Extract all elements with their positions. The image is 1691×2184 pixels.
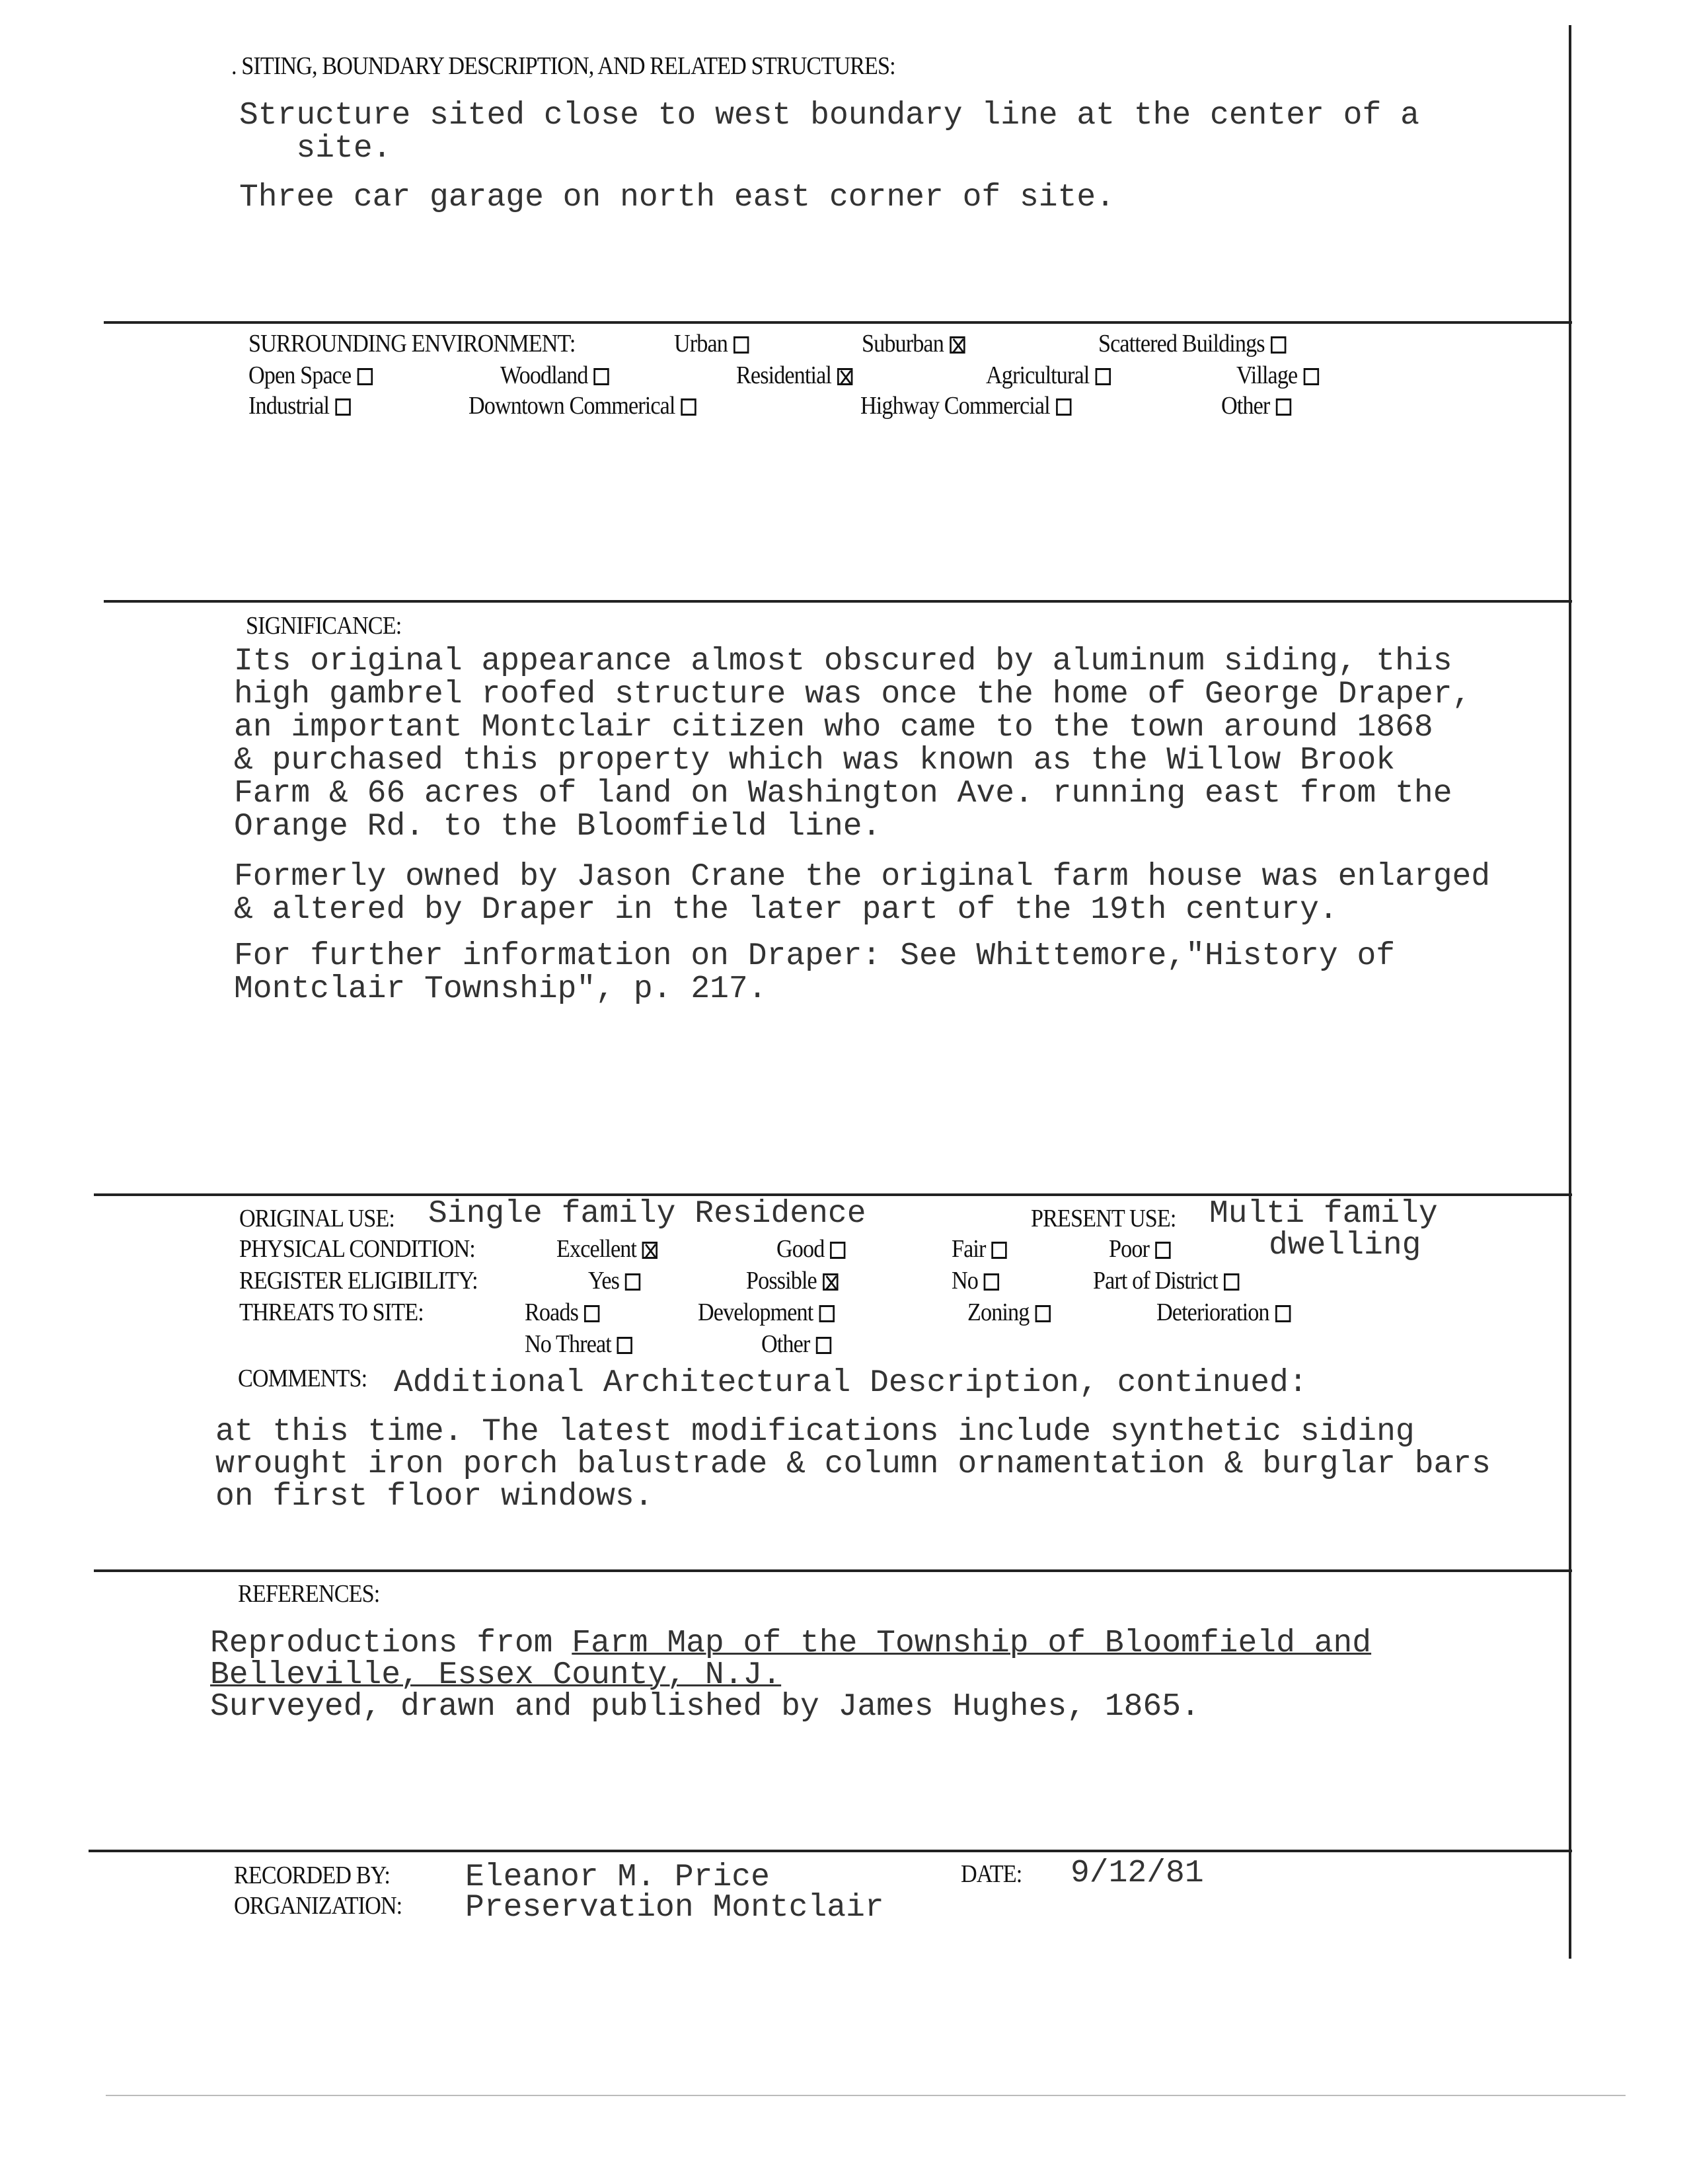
option-label: No Threat <box>525 1330 611 1358</box>
option-label: Scattered Buildings <box>1098 330 1265 358</box>
significance-line: For further information on Draper: See Whittemore,"History of <box>234 938 1396 974</box>
option-label: Possible <box>746 1267 817 1295</box>
reference-title: Farm Map of the Township of Bloomfield and <box>572 1626 1372 1661</box>
section-divider <box>89 1850 1572 1852</box>
threat-option[interactable] <box>761 1330 831 1359</box>
env-option-village[interactable] <box>1236 361 1319 390</box>
siting-line: site. <box>239 131 392 167</box>
threat-option[interactable] <box>525 1330 632 1359</box>
env-option-highway-commercial[interactable] <box>860 391 1071 420</box>
checked-checkbox[interactable] <box>950 336 965 354</box>
checkbox[interactable] <box>1275 1305 1291 1322</box>
threat-option[interactable] <box>1156 1298 1291 1327</box>
condition-option[interactable] <box>952 1234 1007 1263</box>
checkbox[interactable] <box>335 398 350 416</box>
env-option-downtown-commerical[interactable] <box>469 391 696 420</box>
condition-option[interactable] <box>1109 1234 1170 1263</box>
option-label: Excellent <box>556 1235 637 1263</box>
option-label: No <box>952 1267 979 1295</box>
significance-line: & purchased this property which was known as the Willow Brook <box>234 743 1396 778</box>
option-label: Highway Commercial <box>860 392 1050 420</box>
comments-label: COMMENTS: <box>238 1365 367 1392</box>
threat-option[interactable] <box>525 1298 599 1327</box>
env-option-suburban[interactable] <box>862 329 965 358</box>
significance-heading: SIGNIFICANCE: <box>246 612 402 640</box>
comments-line: at this time. The latest modifications include synthetic siding <box>215 1414 1415 1450</box>
environment-label: SURROUNDING ENVIRONMENT: <box>248 330 576 358</box>
option-label: Downtown Commerical <box>469 392 675 420</box>
comments-line: wrought iron porch balustrade & column ornamentation & burglar bars <box>215 1447 1491 1482</box>
option-label: Development <box>698 1299 813 1326</box>
significance-line: Its original appearance almost obscured by aluminum siding, this <box>234 644 1452 679</box>
section-divider <box>94 1569 1572 1572</box>
env-option-industrial[interactable] <box>248 391 350 420</box>
checkbox[interactable] <box>617 1337 632 1354</box>
date-label: DATE: <box>961 1860 1022 1888</box>
reference-line <box>210 1626 1371 1661</box>
comments-first-line: Additional Architectural Description, continued: <box>394 1365 1308 1401</box>
option-label: Yes <box>588 1267 620 1295</box>
option-label: Woodland <box>500 361 588 389</box>
significance-line: & altered by Draper in the later part of the 19th century. <box>234 892 1338 928</box>
recorded-by-value: Eleanor M. Price <box>465 1860 770 1895</box>
option-label: Village <box>1236 361 1298 389</box>
option-label: Fair <box>952 1235 986 1263</box>
threat-option[interactable] <box>698 1298 835 1327</box>
register-option[interactable] <box>952 1266 999 1295</box>
option-label: Other <box>761 1330 810 1358</box>
option-label: Industrial <box>248 392 330 420</box>
reference-line: Surveyed, drawn and published by James Hughes, 1865. <box>210 1689 1200 1725</box>
env-option-scattered-buildings[interactable] <box>1098 329 1286 358</box>
option-label: Good <box>776 1235 825 1263</box>
checkbox[interactable] <box>1224 1273 1239 1291</box>
significance-line: Orange Rd. to the Bloomfield line. <box>234 809 882 845</box>
register-option[interactable] <box>588 1266 640 1295</box>
present-use-value-cont: dwelling <box>1269 1228 1421 1263</box>
siting-heading: . SITING, BOUNDARY DESCRIPTION, AND RELATED STRUCTURES: <box>231 52 895 80</box>
recorded-by-label: RECORDED BY: <box>234 1862 390 1889</box>
checkbox[interactable] <box>733 336 749 354</box>
date-value: 9/12/81 <box>1071 1856 1204 1891</box>
checkbox[interactable] <box>594 368 609 385</box>
option-label: Residential <box>736 361 831 389</box>
organization-label: ORGANIZATION: <box>234 1892 402 1920</box>
env-option-agricultural[interactable] <box>986 361 1111 390</box>
checkbox[interactable] <box>815 1337 831 1354</box>
option-label: Urban <box>674 330 728 358</box>
threats-label: THREATS TO SITE: <box>239 1299 424 1326</box>
option-label: Zoning <box>967 1299 1030 1326</box>
checked-checkbox[interactable] <box>642 1242 658 1259</box>
significance-line: an important Montclair citizen who came to the town around 1868 <box>234 710 1433 745</box>
condition-option[interactable] <box>556 1234 658 1263</box>
checkbox[interactable] <box>357 368 372 385</box>
checkbox[interactable] <box>625 1273 640 1291</box>
significance-line: Formerly owned by Jason Crane the original farm house was enlarged <box>234 859 1491 895</box>
checkbox[interactable] <box>681 398 696 416</box>
option-label: Part of District <box>1093 1267 1218 1295</box>
significance-line: Farm & 66 acres of land on Washington Ave. running east from the <box>234 776 1452 811</box>
option-label: Open Space <box>248 361 352 389</box>
right-border-line <box>1569 25 1571 1959</box>
env-option-other[interactable] <box>1221 391 1291 420</box>
env-option-urban[interactable] <box>674 329 749 358</box>
significance-line: Montclair Township", p. 217. <box>234 971 767 1007</box>
bottom-scan-line <box>106 2095 1626 2096</box>
checkbox[interactable] <box>1275 398 1291 416</box>
option-label: Poor <box>1109 1235 1150 1263</box>
env-option-residential[interactable] <box>736 361 852 390</box>
checked-checkbox[interactable] <box>823 1273 838 1291</box>
checkbox[interactable] <box>1095 368 1110 385</box>
checkbox[interactable] <box>1056 398 1071 416</box>
checkbox[interactable] <box>1303 368 1318 385</box>
option-label: Deterioration <box>1156 1299 1269 1326</box>
significance-line: high gambrel roofed structure was once the home of George Draper, <box>234 677 1472 712</box>
section-divider <box>104 321 1572 324</box>
siting-line: Three car garage on north east corner of site. <box>239 180 1115 215</box>
register-option[interactable] <box>746 1266 838 1295</box>
references-heading: REFERENCES: <box>238 1580 380 1608</box>
reference-prefix: Reproductions from <box>210 1626 572 1661</box>
checked-checkbox[interactable] <box>837 368 852 385</box>
condition-option[interactable] <box>776 1234 846 1263</box>
register-eligibility-label: REGISTER ELIGIBILITY: <box>239 1267 478 1295</box>
present-use-label: PRESENT USE: <box>1031 1205 1176 1232</box>
option-label: Suburban <box>862 330 944 358</box>
register-option[interactable] <box>1093 1266 1239 1295</box>
option-label: Roads <box>525 1299 578 1326</box>
option-label: Agricultural <box>986 361 1090 389</box>
comments-line: on first floor windows. <box>215 1479 654 1515</box>
present-use-value: Multi family <box>1209 1196 1438 1232</box>
physical-condition-label: PHYSICAL CONDITION: <box>239 1235 475 1263</box>
checkbox[interactable] <box>830 1242 845 1259</box>
section-divider <box>104 600 1572 603</box>
siting-line: Structure sited close to west boundary line at the center of a <box>239 98 1419 133</box>
checkbox[interactable] <box>819 1305 834 1322</box>
checkbox[interactable] <box>1035 1305 1050 1322</box>
reference-title-cont: Belleville, Essex County, N.J. <box>210 1657 782 1693</box>
checkbox[interactable] <box>584 1305 599 1322</box>
option-label: Other <box>1221 392 1270 420</box>
original-use-value: Single family Residence <box>428 1196 866 1232</box>
organization-value: Preservation Montclair <box>465 1890 884 1926</box>
env-option-open-space[interactable] <box>248 361 373 390</box>
checkbox[interactable] <box>1271 336 1286 354</box>
checkbox[interactable] <box>991 1242 1006 1259</box>
env-option-woodland[interactable] <box>500 361 609 390</box>
checkbox[interactable] <box>984 1273 999 1291</box>
original-use-label: ORIGINAL USE: <box>239 1205 395 1232</box>
checkbox[interactable] <box>1155 1242 1170 1259</box>
threat-option[interactable] <box>967 1298 1051 1327</box>
